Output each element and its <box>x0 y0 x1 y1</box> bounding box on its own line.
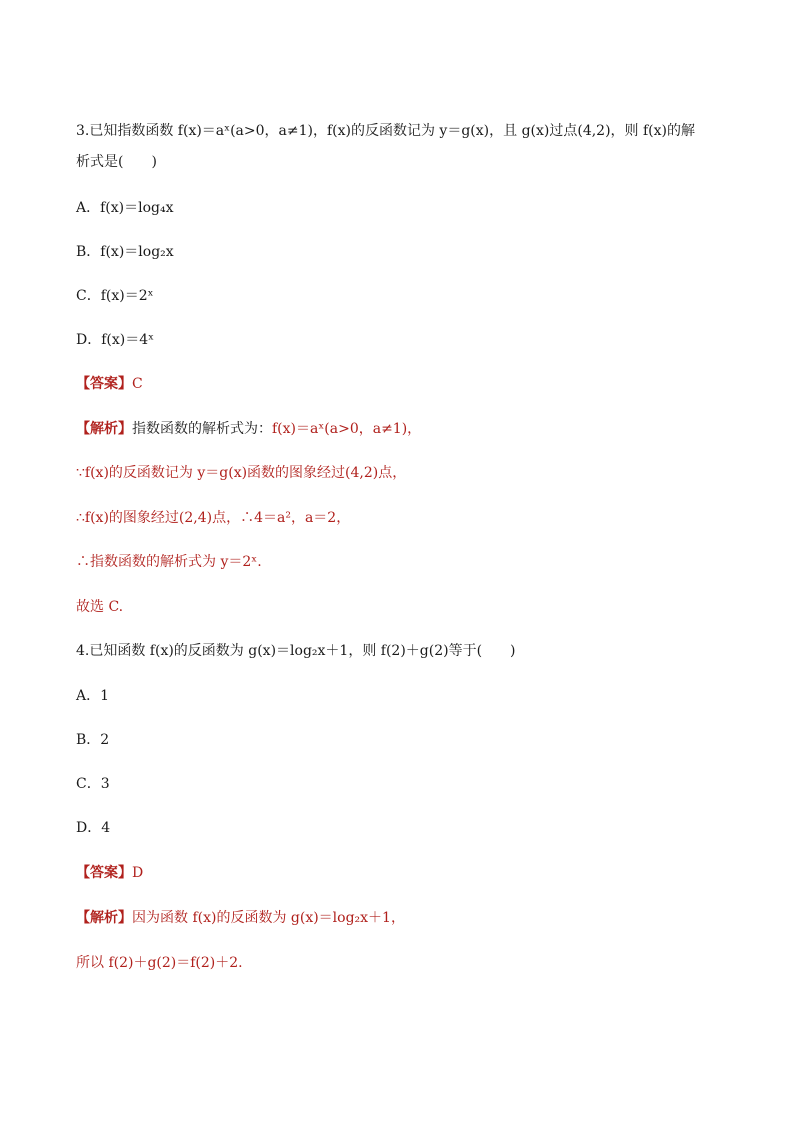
analysis-label: 【解析】 <box>76 421 132 437</box>
question-4-analysis-line-2: 所以 f(2)＋g(2)＝f(2)＋2. <box>76 955 243 971</box>
question-3-analysis-line-1 <box>76 419 421 439</box>
analysis-text: 因为函数 f(x)的反函数为 g(x)＝log₂x＋1， <box>132 910 405 926</box>
answer-label: 【答案】 <box>76 376 132 392</box>
question-3-answer <box>76 374 143 394</box>
analysis-label: 【解析】 <box>76 910 132 926</box>
question-3-stem-line-1: 3.已知指数函数 f(x)＝aˣ(a>0，a≠1)，f(x)的反函数记为 y＝g(x)，且 g(x)过点(4,2)，则 f(x)的解 <box>76 123 695 139</box>
question-3-analysis-line-4: ∴指数函数的解析式为 y＝2ˣ. <box>76 554 262 570</box>
analysis-intro: 指数函数的解析式为： <box>132 421 272 437</box>
question-4-option-a: A．1 <box>76 688 110 704</box>
question-3-option-b: B．f(x)＝log₂x <box>76 244 174 260</box>
question-4-analysis-line-1 <box>76 908 405 928</box>
answer-value: D <box>132 865 144 881</box>
question-3-analysis-line-2: ∵f(x)的反函数记为 y＝g(x)函数的图象经过(4,2)点， <box>76 465 407 481</box>
question-4-option-b: B．2 <box>76 732 110 748</box>
question-4-option-c: C．3 <box>76 776 110 792</box>
question-3-analysis-line-5: 故选 C. <box>76 599 124 615</box>
question-4-answer <box>76 863 143 883</box>
question-3-option-d: D．f(x)＝4ˣ <box>76 332 155 348</box>
analysis-formula: f(x)＝aˣ(a>0，a≠1)， <box>272 421 422 437</box>
question-3-option-a: A．f(x)＝log₄x <box>76 200 174 216</box>
question-3-analysis-line-3: ∴f(x)的图象经过(2,4)点，∴4＝a²，a＝2， <box>76 510 351 526</box>
answer-value: C <box>132 376 143 392</box>
question-4-option-d: D．4 <box>76 820 111 836</box>
question-4-stem: 4.已知函数 f(x)的反函数为 g(x)＝log₂x＋1，则 f(2)＋g(2)等于( ) <box>76 643 516 659</box>
question-3-option-c: C．f(x)＝2ˣ <box>76 288 154 304</box>
answer-label: 【答案】 <box>76 865 132 881</box>
question-3-stem-line-2: 析式是( ) <box>76 154 157 170</box>
